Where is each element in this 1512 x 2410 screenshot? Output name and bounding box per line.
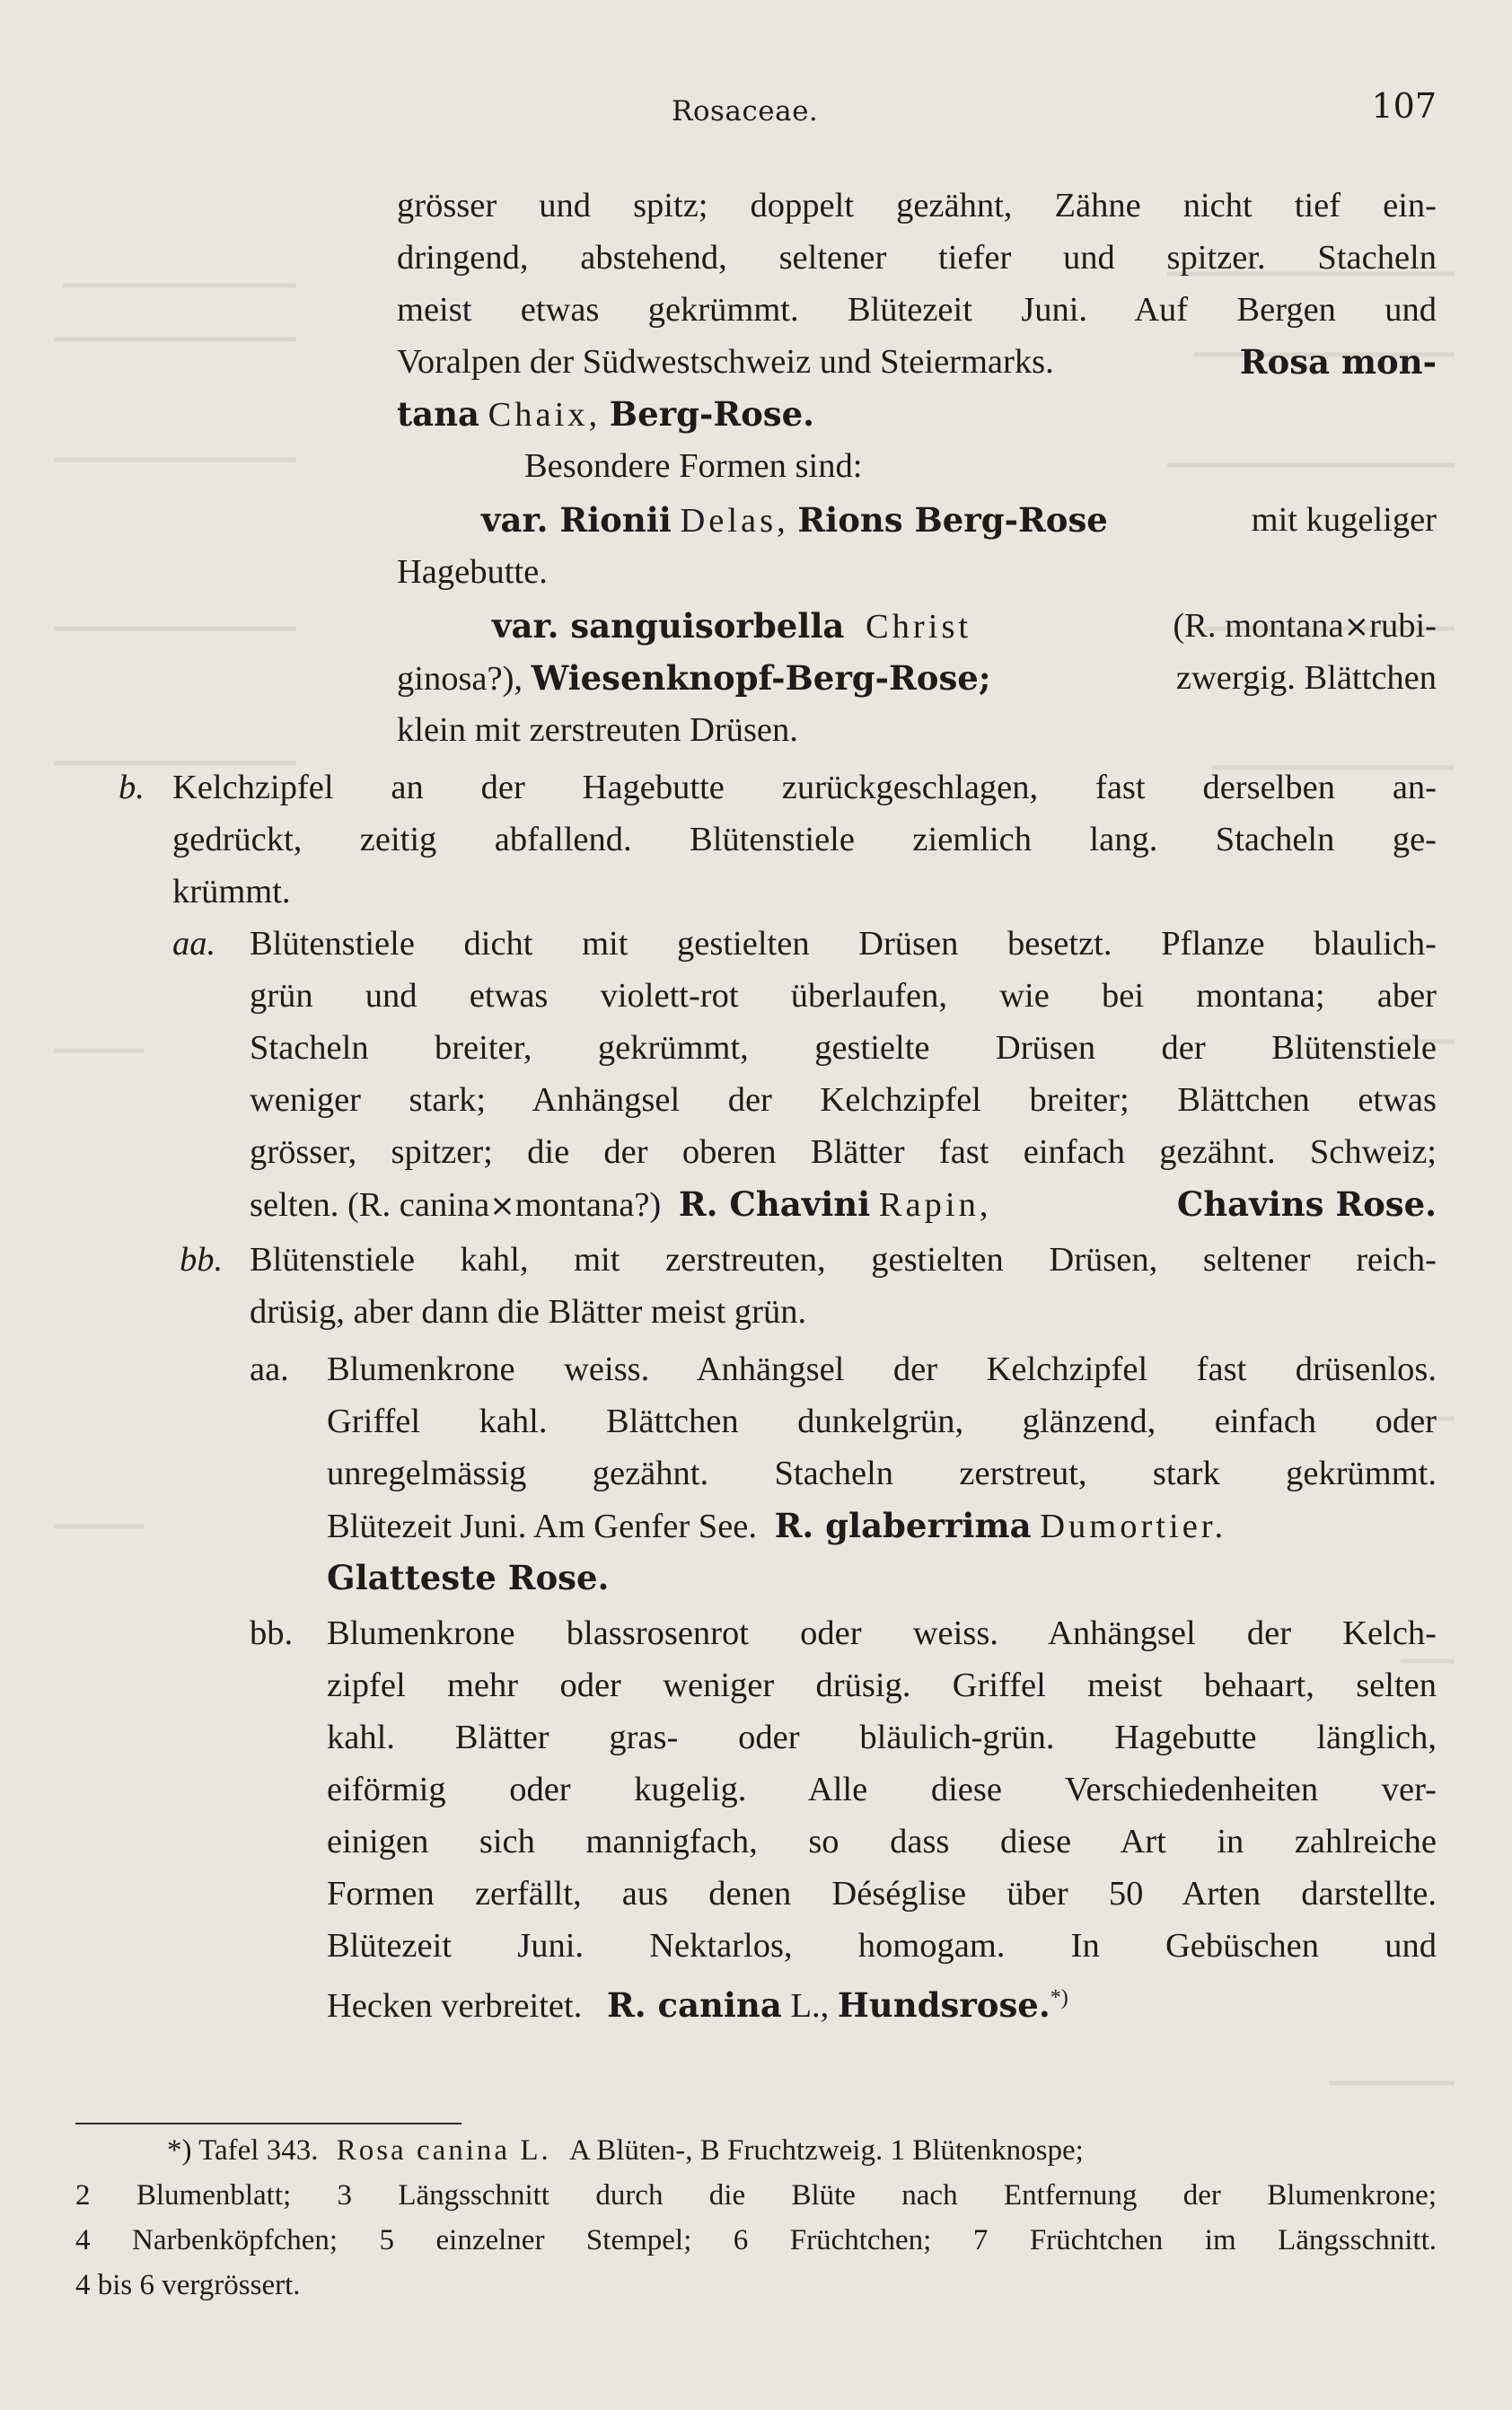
species-name: tana	[397, 394, 479, 434]
text-line	[481, 494, 1437, 546]
text-line: dringend, abstehend, seltener tiefer und spitzer. Stacheln	[397, 239, 1437, 277]
common-name: Berg-Rose.	[609, 394, 815, 434]
species-name: R. canina	[606, 1984, 782, 2025]
section-marker: bb.	[250, 1614, 294, 1652]
author: Chaix,	[488, 396, 602, 434]
author: Delas,	[680, 502, 789, 540]
text-line: eiförmig oder kugelig. Alle diese Verschiedenheiten ver-	[327, 1771, 1437, 1808]
text-line: Stacheln breiter, gekrümmt, gestielte Drüsen der Blütenstiele	[250, 1029, 1437, 1067]
footnote-reference[interactable]: *)	[1050, 1986, 1068, 2010]
species-name: R. glaberrima	[774, 1506, 1032, 1545]
footnote-line: 4 Narbenköpfchen; 5 einzelner Stempel; 6 Früchtchen; 7 Früchtchen im Längsschnitt.	[75, 2224, 1437, 2256]
running-head: Rosaceae.	[672, 95, 819, 128]
hybrid-cross-symbol: ⨯	[489, 1188, 515, 1224]
plate-species: Rosa canina L.	[336, 2134, 551, 2167]
section-marker: aa.	[250, 1350, 289, 1388]
section-marker: bb.	[180, 1241, 224, 1279]
text-line: Hagebutte.	[397, 553, 548, 591]
common-name: Chavins Rose.	[1176, 1184, 1437, 1224]
text-line: Kelchzipfel an der Hagebutte zurückgeschlagen, fast derselben an-	[172, 769, 1437, 806]
text-line: Besondere Formen sind:	[524, 447, 863, 485]
text-line: Blütenstiele kahl, mit zerstreuten, gestielten Drüsen, seltener reich-	[250, 1241, 1437, 1279]
text-run: selten. (R. canina	[250, 1186, 490, 1224]
species-name: Rosa mon-	[1239, 342, 1437, 382]
footnote-divider	[75, 2123, 462, 2124]
section-marker: aa.	[172, 925, 216, 963]
text-run: Hecken verbreitet.	[327, 1986, 583, 2025]
text-line: Griffel kahl. Blättchen dunkelgrün, glänzend, einfach oder	[327, 1403, 1437, 1440]
common-name: Hundsrose.	[837, 1984, 1050, 2025]
text-line	[250, 1178, 1437, 1230]
text-line: meist etwas gekrümmt. Blütezeit Juni. Auf Bergen und	[397, 291, 1437, 329]
text-line	[397, 336, 1437, 388]
footnote-line: 2 Blumenblatt; 3 Längsschnitt durch die Blüte nach Entfernung der Blumenkrone;	[75, 2179, 1437, 2212]
footnote-line: 4 bis 6 vergrössert.	[75, 2269, 301, 2301]
text-line: Blütezeit Juni. Nektarlos, homogam. In Gebüschen und	[327, 1927, 1437, 1965]
author: L.,	[790, 1986, 830, 2025]
text-line	[492, 600, 1437, 652]
text-run: Voralpen der Südwestschweiz und Steiermarks.	[397, 343, 1054, 381]
text-line: Blumenkrone blassrosenrot oder weiss. Anhängsel der Kelch-	[327, 1614, 1437, 1652]
text-line: grün und etwas violett-rot überlaufen, wie bei montana; aber	[250, 977, 1437, 1015]
text-line: Blumenkrone weiss. Anhängsel der Kelchzipfel fast drüsenlos.	[327, 1350, 1437, 1388]
text-line: gedrückt, zeitig abfallend. Blütenstiele ziemlich lang. Stacheln ge-	[172, 821, 1437, 858]
text-line	[397, 652, 1437, 704]
text-line: Formen zerfällt, aus denen Déséglise über 50 Arten darstellte.	[327, 1875, 1437, 1913]
text-line: krümmt.	[172, 873, 291, 910]
text-line: zipfel mehr oder weniger drüsig. Griffel meist behaart, selten	[327, 1667, 1437, 1704]
page-header	[0, 86, 1512, 140]
text-line: drüsig, aber dann die Blätter meist grün.	[250, 1293, 807, 1331]
common-name: Rions Berg-Rose	[797, 500, 1108, 540]
common-name: Glatteste Rose.	[327, 1558, 610, 1597]
footnote-marker: *) Tafel 343.	[167, 2134, 319, 2167]
text-line	[397, 388, 814, 440]
text-line: Blütenstiele dicht mit gestielten Drüsen besetzt. Pflanze blaulich-	[250, 925, 1437, 963]
text-run: ginosa?),	[397, 660, 523, 698]
text-line: grösser und spitz; doppelt gezähnt, Zähne nicht tief ein-	[397, 187, 1437, 224]
text-line	[327, 1500, 1437, 1552]
text-line: weniger stark; Anhängsel der Kelchzipfel breiter; Blättchen etwas	[250, 1081, 1437, 1119]
text-line: unregelmässig gezähnt. Stacheln zerstreut, stark gekrümmt.	[327, 1455, 1437, 1492]
species-name: R. Chavini	[678, 1184, 871, 1224]
text-line: grösser, spitzer; die der oberen Blätter fast einfach gezähnt. Schweiz;	[250, 1133, 1437, 1171]
page-number: 107	[1371, 86, 1437, 126]
text-run: zwergig. Blättchen	[1175, 659, 1437, 697]
author: Christ	[866, 608, 972, 646]
author: Rapin,	[878, 1186, 992, 1224]
text-run: (R. montana	[1173, 607, 1344, 645]
text-line	[327, 1972, 1068, 2024]
text-line: kahl. Blätter gras- oder bläulich-grün. Hagebutte länglich,	[327, 1719, 1437, 1756]
variety-name: var. sanguisorbella	[492, 606, 845, 646]
text-line: klein mit zerstreuten Drüsen.	[397, 711, 798, 749]
text-run: mit kugeliger	[1251, 501, 1437, 539]
text-run: Blütezeit Juni. Am Genfer See.	[327, 1508, 757, 1545]
text-run: rubi-	[1369, 607, 1437, 645]
hybrid-cross-symbol: ⨯	[1343, 609, 1370, 645]
variety-name: var. Rionii	[481, 500, 672, 540]
footnote-line	[167, 2128, 1084, 2173]
author: Dumortier.	[1040, 1508, 1227, 1545]
section-marker: b.	[119, 769, 145, 806]
common-name: Wiesenknopf-Berg-Rose;	[531, 658, 991, 698]
text-line: einigen sich mannigfach, so dass diese Art in zahlreiche	[327, 1823, 1437, 1860]
text-run: montana?)	[514, 1186, 662, 1224]
text-run: A Blüten-, B Fruchtzweig. 1 Blütenknospe;	[568, 2134, 1084, 2167]
